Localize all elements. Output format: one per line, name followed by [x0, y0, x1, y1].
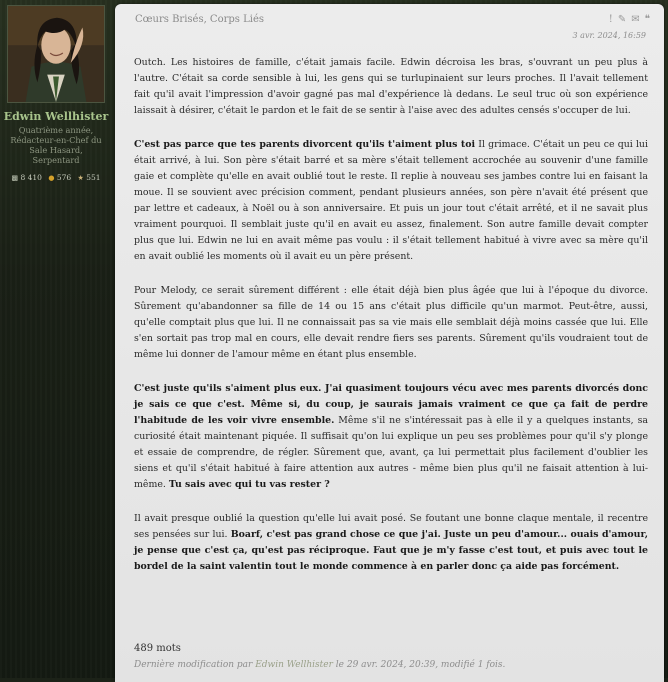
- word-count: 489 mots: [134, 643, 181, 654]
- avatar-image: [8, 6, 104, 102]
- last-edit-author[interactable]: Edwin Wellhister: [255, 660, 333, 670]
- dialogue-text: C'est juste qu'ils s'aiment plus eux. J'ai quasiment toujours vécu avec mes parents divorcés donc je sais ce que c'est. Même si, du coup, je saurais jamais vraiment ce que ça fait de perdre l'habitude de les voir vivre ensemble.: [134, 383, 648, 426]
- post-date: 3 avr. 2024, 16:59: [572, 31, 646, 40]
- stat-value: 8 410: [20, 173, 42, 182]
- post-content: [134, 55, 648, 593]
- stat-stars: [78, 173, 101, 182]
- coin-icon: ●: [48, 174, 55, 182]
- post-text: Même s'il ne s'intéressait pas à elle il y a quelques instants, sa curiosité était maintenant piquée. Il suffisait qu'on lui explique un peu ses problèmes pour qu'il s'y plonge et essaie de comprendre, de régler. Sûrement que, avant, ça lui permettait plus facilement d'oublier les siens et qu'il s'était habitué à faire attention aux autres - même bien plus qu'il ne faisait attention à lui-même.: [134, 415, 648, 490]
- paragraph: [134, 283, 648, 363]
- message-icon: ▩: [11, 174, 19, 182]
- paragraph: [134, 381, 648, 493]
- paragraph: [134, 511, 648, 575]
- quote-icon[interactable]: ❝: [644, 14, 652, 25]
- stat-messages: [11, 173, 42, 182]
- stat-value: 551: [86, 173, 101, 182]
- last-edit-suffix: le 29 avr. 2024, 20:39, modifié 1 fois.: [332, 660, 506, 670]
- last-edit-notice: [134, 660, 505, 670]
- author-profile: [0, 0, 112, 678]
- avatar[interactable]: [7, 5, 105, 103]
- post-card: [115, 4, 664, 682]
- post-text: Outch. Les histoires de famille, c'était jamais facile. Edwin décroisa les bras, s'ouvrant un peu plus à l'autre. C'était sa corde sensible à lui, les gens qui se turlupinaient sur leurs proches. Il l'avait tellement fait qu'il avait l'impression d'avoir gagné pas mal d'expérience là dedans. Le seul truc où son expérience laissait à désirer, c'était le pardon et le fait de se sentir à l'aise avec des adultes censés s'occuper de lui.: [134, 57, 648, 116]
- user-stats: [0, 173, 112, 182]
- paragraph: [134, 137, 648, 265]
- star-icon: ★: [77, 174, 84, 182]
- rank-line: Rédacteur-en-Chef du: [10, 135, 102, 145]
- last-edit-prefix: Dernière modification par: [134, 660, 256, 670]
- dialogue-text: Boarf, c'est pas grand chose ce que j'ai. Juste un peu d'amour... ouais d'amour, je pense que c'est ça, qu'est pas réciproque. Faut que je m'y fasse c'est tout, et puis avec tout le bordel de la saint valentin tout le monde commence à en parler donc ça aide pas forcément.: [134, 529, 648, 572]
- post-text: Pour Melody, ce serait sûrement différent : elle était déjà bien plus âgée que lui à l'époque du divorce. Sûrement qu'abandonner sa fille de 14 ou 15 ans c'était plus difficile qu'un marmot. Peut-être, aussi, qu'elle comptait plus que lui. Il ne connaissait pas sa vie mais elle semblait déjà moins cassée que lui. Elle s'en sortait pas trop mal en cours, elle devait rendre fiers ses parents. Sûrement qu'ils voudraient tout de même lui donner de l'amour même en étant plus ensemble.: [134, 285, 648, 360]
- edit-icon[interactable]: ✎: [617, 14, 629, 25]
- paragraph: [134, 55, 648, 119]
- report-icon[interactable]: !: [608, 14, 615, 25]
- stat-coins: [48, 173, 71, 182]
- post-title[interactable]: Cœurs Brisés, Corps Liés: [135, 14, 264, 25]
- rank-title: [2, 125, 110, 165]
- username[interactable]: Edwin Wellhister: [3, 110, 109, 123]
- mail-icon[interactable]: ✉: [631, 14, 642, 25]
- post-text: Il grimace. C'était un peu ce qui lui était arrivé, à lui. Son père s'était barré et sa mère s'était tellement accrochée au souvenir d'une famille gaie et complète qu'elle en avait oublié tout le reste. Il replie à nouveau ses jambes contre lui en faisant la moue. Il se souvient avec précision comment, pendant plusieurs années, son père n'avait été présent que par lettre et cadeaux, à Noël ou à son anniversaire. Et puis un jour tout c'était arrêté, et il ne savait plus vraiment pourquoi. Il semblait juste qu'il en avait eu assez, finalement. Son autre famille devait compter plus que lui. Edwin ne lui en avait même pas voulu : il s'était tellement habitué à vivre avec sa mère qu'il en avait oublié les moments où il avait eu un père présent.: [134, 139, 648, 262]
- post-text: Il avait presque oublié la question qu'elle lui avait posé. Se foutant une bonne claque mentale, il recentre ses pensées sur lui.: [134, 513, 648, 540]
- dialogue-text: Tu sais avec qui tu vas rester ?: [168, 479, 330, 490]
- rank-line: Serpentard: [32, 155, 80, 165]
- stat-value: 576: [56, 173, 72, 182]
- rank-line: Quatrième année,: [18, 125, 94, 135]
- dialogue-text: C'est pas parce que tes parents divorcent qu'ils t'aiment plus toi: [134, 139, 476, 150]
- rank-line: Sale Hasard,: [29, 145, 83, 155]
- post-toolbar: [606, 14, 652, 25]
